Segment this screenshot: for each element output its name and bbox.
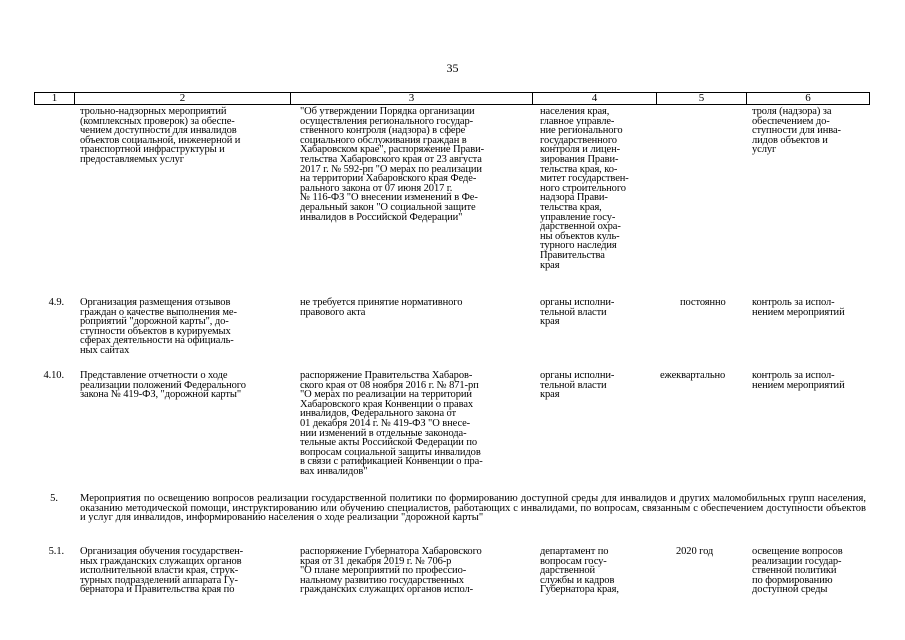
page-number: 35 [446, 61, 459, 75]
cell-col3: не требуется принятие нормативного правового акта [300, 297, 463, 318]
header-col-1: 1 [35, 93, 75, 104]
cell-col3: "Об утверждении Порядка организации осуществления регионального государ- ственного контроля (надзора) в сфере социального обслуживания граждан в Хабаровском крае", распоряжение Прави- тельства Хабаровского края от 23 августа 2017 г. № 592-рп "О мерах по реализации на территории Хабаровского края Феде- рального закона от 07 июня 2017 г. № 116-ФЗ "О внесении изменений в Фе- деральный закон "О социальной защите инвалидов в Российской Федерации" [300, 106, 484, 223]
cell-col6: троля (надзора) за обеспечением до- ступности для инва- лидов объектов и услуг [752, 106, 841, 156]
section-number: 5. [50, 493, 58, 504]
cell-col5: ежеквартально [660, 370, 726, 381]
cell-col3: распоряжение Губернатора Хабаровского края от 31 декабря 2019 г. № 706-р "О плане мероприятий по профессио- нальному развитию государственных гражданских служащих органов испол- [300, 546, 482, 596]
cell-col5: постоянно [680, 297, 726, 308]
header-col-3: 3 [291, 93, 533, 104]
cell-col2: Представление отчетности о ходе реализации положений Федерального закона № 419-ФЗ, "дорожной карты" [80, 370, 246, 401]
section-text: Мероприятия по освещению вопросов реализации государственной политики по формированию доступной среды для инвалидов и других маломобильных групп населения, оказанию методической помощи, инструктированию или обучению специалистов, работающих с инвалидами, по вопросам, связанным с обеспечением доступности объектов и услуг для инвалидов, информированию населения о ходе реализации "дорожной карты" [80, 493, 866, 524]
cell-col4: департамент по вопросам госу- дарственной службы и кадров Губернатора края, [540, 546, 619, 596]
cell-col3: распоряжение Правительства Хабаров- ского края от 08 ноября 2016 г. № 871-рп "О мерах по реализации на территории Хабаровского края Конвенции о правах инвалидов, Федерального закона от 01 декабря 2014 г. № 419-ФЗ "О внесе- нии изменений в отдельные законода- тельные акты Российской Федерации по вопросам социальной защиты инвалидов в связи с ратификацией Конвенции о пра- вах инвалидов" [300, 370, 483, 477]
header-col-4: 4 [533, 93, 657, 104]
cell-col2: Организация обучения государствен- ных гражданских служащих органов исполнительной власти края, струк- турных подразделений аппарата Гу- бернатора и Правительства края по [80, 546, 244, 596]
cell-col4: органы исполни- тельной власти края [540, 297, 615, 328]
cell-col6: контроль за испол- нением мероприятий [752, 370, 845, 391]
header-col-6: 6 [805, 92, 811, 104]
header-col-5: 5 [657, 93, 747, 104]
header-col-2: 2 [75, 93, 291, 104]
cell-col6: освещение вопросов реализации государ- ственной политики по формированию доступной среды [752, 546, 843, 596]
cell-col2: трольно-надзорных мероприятий (комплексных проверок) за обеспе- чением доступности для инвалидов объектов социальной, инженерной и транспортной инфраструктуры и предоставляемых услуг [80, 106, 241, 165]
cell-col5: 2020 год [676, 546, 714, 557]
cell-col2: Организация размещения отзывов граждан о качестве выполнения ме- роприятий "дорожной карты", до- ступности объектов в курируемых сферах деятельности на официаль- ных сайтах [80, 297, 237, 356]
row-number: 5.1. [48, 546, 64, 557]
cell-col4: населения края, главное управле- ние регионального государственного контроля и лицен- зирования Прави- тельства края, ко- митет государствен- ного строительного надзора Прави- тельства края, управление госу- дарственной охра- ны объектов куль- турного наследия Правительства края [540, 106, 629, 271]
row-number: 4.10. [43, 370, 64, 381]
row-number: 4.9. [48, 297, 64, 308]
cell-col4: органы исполни- тельной власти края [540, 370, 615, 401]
table-header [34, 92, 870, 105]
cell-col6: контроль за испол- нением мероприятий [752, 297, 845, 318]
